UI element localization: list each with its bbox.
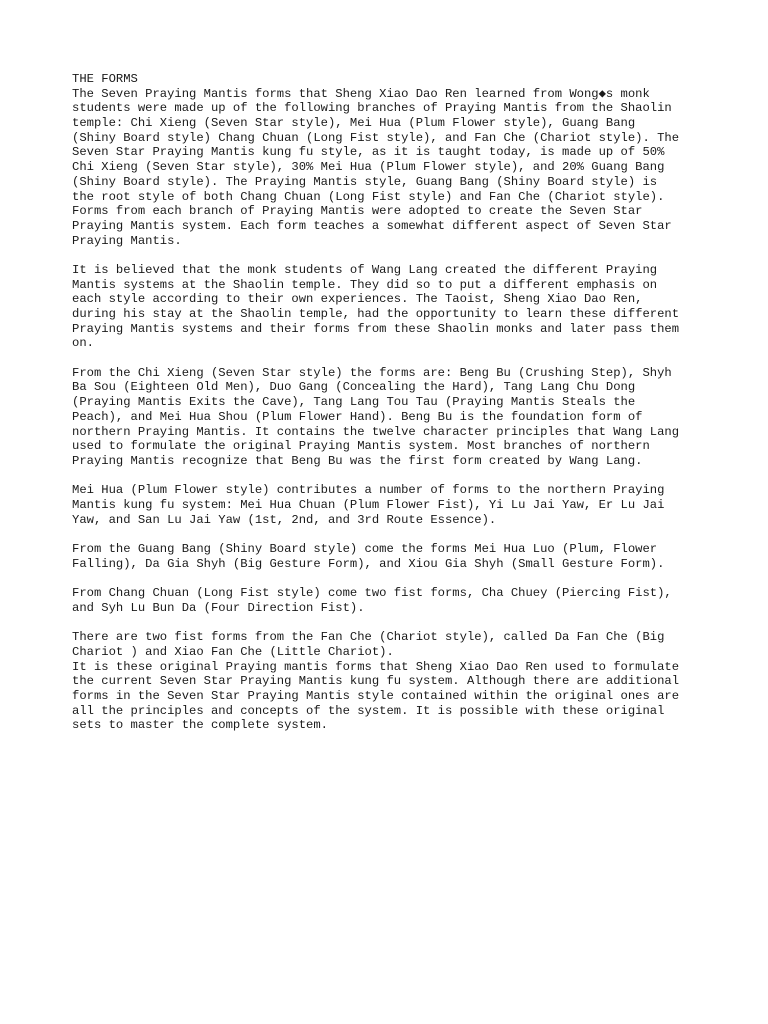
text-line: Mantis systems at the Shaolin temple. They did so to put a different emphasis on (72, 277, 658, 292)
paragraph-gap (72, 615, 704, 630)
text-line: each style according to their own experiences. The Taoist, Sheng Xiao Dao Ren, (72, 292, 643, 307)
text-line: Forms from each branch of Praying Mantis were adopted to create the Seven Star (72, 204, 643, 219)
text-line: on. (72, 336, 94, 351)
text-line: used to formulate the original Praying Mantis system. Most branches of northern (72, 439, 650, 454)
paragraph-gap (72, 469, 704, 484)
text-line: during his stay at the Shaolin temple, had the opportunity to learn these different (72, 307, 680, 321)
text-line: From the Chi Xieng (Seven Star style) the forms are: Beng Bu (Crushing Step), Shyh (72, 365, 672, 380)
text-line: Mantis kung fu system: Mei Hua Chuan (Plum Flower Fist), Yi Lu Jai Yaw, Er Lu Jai (72, 497, 665, 512)
text-line: forms in the Seven Star Praying Mantis style contained within the original ones are (72, 688, 680, 703)
text-line: Praying Mantis. (72, 233, 182, 248)
text-line: THE FORMS (72, 72, 138, 86)
text-line: (Shiny Board style) Chang Chuan (Long Fist style), and Fan Che (Chariot style). The (72, 130, 680, 145)
text-line: Chariot ) and Xiao Fan Che (Little Chariot). (72, 644, 394, 659)
text-line: It is believed that the monk students of Wang Lang created the different Praying (72, 262, 658, 277)
text-line: Yaw, and San Lu Jai Yaw (1st, 2nd, and 3rd Route Essence). (72, 512, 497, 527)
text-line: From the Guang Bang (Shiny Board style) come the forms Mei Hua Luo (Plum, Flower (72, 542, 658, 556)
text-line: (Praying Mantis Exits the Cave), Tang Lang Tou Tau (Praying Mantis Steals the (72, 395, 636, 410)
text-line: The Seven Praying Mantis forms that Sheng Xiao Dao Ren learned from Wong◆s monk (72, 86, 650, 101)
text-line: Seven Star Praying Mantis kung fu style, as it is taught today, is made up of 50% (72, 145, 665, 160)
text-line: Ba Sou (Eighteen Old Men), Duo Gang (Concealing the Hard), Tang Lang Chu Dong (72, 380, 636, 395)
text-line: From Chang Chuan (Long Fist style) come two fist forms, Cha Chuey (Piercing Fist), (72, 586, 672, 601)
text-line: Praying Mantis recognize that Beng Bu was the first form created by Wang Lang. (72, 453, 643, 468)
text-line: temple: Chi Xieng (Seven Star style), Mei Hua (Plum Flower style), Guang Bang (72, 116, 636, 131)
text-line: It is these original Praying mantis forms that Sheng Xiao Dao Ren used to formulate (72, 659, 680, 674)
text-line: the current Seven Star Praying Mantis kung fu system. Although there are additional (72, 674, 680, 689)
text-line: Peach), and Mei Hua Shou (Plum Flower Hand). Beng Bu is the foundation form of (72, 409, 643, 424)
paragraph-gap (72, 248, 704, 263)
text-line: sets to master the complete system. (72, 718, 328, 733)
text-line: northern Praying Mantis. It contains the twelve character principles that Wang Lang (72, 424, 680, 439)
text-line: Praying Mantis system. Each form teaches a somewhat different aspect of Seven Star (72, 218, 672, 233)
paragraph-4 (72, 483, 704, 527)
paragraph-7 (72, 630, 704, 733)
text-line: Falling), Da Gia Shyh (Big Gesture Form), and Xiou Gia Shyh (Small Gesture Form). (72, 556, 665, 571)
paragraph-gap (72, 527, 704, 542)
paragraph-gap (72, 351, 704, 366)
text-line: all the principles and concepts of the system. It is possible with these original (72, 703, 665, 718)
paragraph-2 (72, 263, 704, 351)
text-line: Praying Mantis systems and their forms from these Shaolin monks and later pass them (72, 321, 680, 336)
document-body (72, 72, 704, 733)
text-line: the root style of both Chang Chuan (Long Fist style) and Fan Che (Chariot style). (72, 189, 665, 204)
paragraph-gap (72, 571, 704, 586)
text-line: There are two fist forms from the Fan Che (Chariot style), called Da Fan Che (Big (72, 630, 665, 645)
text-line: and Syh Lu Bun Da (Four Direction Fist). (72, 600, 365, 615)
paragraph-6 (72, 586, 704, 615)
text-line: Mei Hua (Plum Flower style) contributes a number of forms to the northern Praying (72, 483, 665, 498)
paragraph-3 (72, 366, 704, 469)
text-line: Chi Xieng (Seven Star style), 30% Mei Hua (Plum Flower style), and 20% Guang Bang (72, 160, 665, 175)
text-line: students were made up of the following branches of Praying Mantis from the Shaolin (72, 101, 672, 116)
paragraph-5 (72, 542, 704, 571)
text-line: (Shiny Board style). The Praying Mantis style, Guang Bang (Shiny Board style) is (72, 174, 658, 189)
paragraph-1 (72, 72, 704, 248)
